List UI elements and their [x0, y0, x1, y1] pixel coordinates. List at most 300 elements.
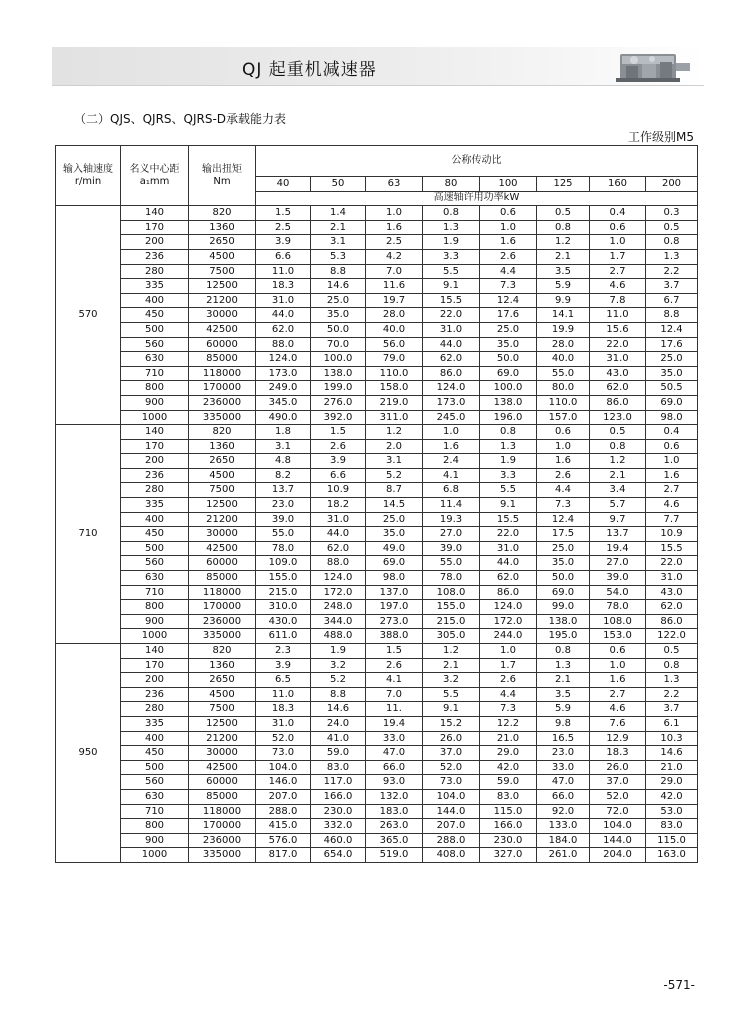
torque-cell: 85000 [189, 571, 256, 586]
power-cell: 98.0 [646, 410, 698, 425]
power-cell: 18.3 [256, 279, 311, 294]
power-cell: 26.0 [590, 760, 646, 775]
power-cell: 86.0 [646, 614, 698, 629]
power-cell: 0.8 [423, 206, 480, 221]
power-cell: 31.0 [256, 716, 311, 731]
power-cell: 460.0 [311, 833, 366, 848]
power-cell: 248.0 [311, 600, 366, 615]
power-cell: 137.0 [366, 585, 423, 600]
power-cell: 80.0 [537, 381, 590, 396]
center-distance-cell: 450 [121, 746, 189, 761]
power-cell: 115.0 [646, 833, 698, 848]
table-row [56, 789, 698, 804]
power-cell: 2.5 [256, 220, 311, 235]
power-cell: 1.6 [480, 235, 537, 250]
power-cell: 3.4 [590, 483, 646, 498]
power-cell: 31.0 [423, 322, 480, 337]
power-cell: 42.0 [480, 760, 537, 775]
input-speed-cell: 570 [56, 206, 121, 425]
torque-cell: 21200 [189, 293, 256, 308]
torque-cell: 60000 [189, 337, 256, 352]
header-banner [52, 47, 704, 86]
table-row [56, 220, 698, 235]
power-cell: 305.0 [423, 629, 480, 644]
torque-cell: 30000 [189, 308, 256, 323]
table-row [56, 235, 698, 250]
power-cell: 0.5 [590, 425, 646, 440]
table-row [56, 804, 698, 819]
power-cell: 21.0 [480, 731, 537, 746]
torque-cell: 2650 [189, 673, 256, 688]
power-cell: 39.0 [256, 512, 311, 527]
power-cell: 2.1 [537, 249, 590, 264]
power-cell: 0.4 [590, 206, 646, 221]
power-cell: 33.0 [537, 760, 590, 775]
power-cell: 2.2 [646, 264, 698, 279]
torque-cell: 170000 [189, 819, 256, 834]
power-cell: 2.1 [590, 468, 646, 483]
table-row [56, 249, 698, 264]
header-ratio: 公称传动比 [256, 146, 698, 177]
table-row [56, 687, 698, 702]
power-cell: 7.0 [366, 264, 423, 279]
power-cell: 1.0 [590, 658, 646, 673]
center-distance-cell: 280 [121, 264, 189, 279]
power-cell: 5.9 [537, 702, 590, 717]
center-distance-cell: 170 [121, 658, 189, 673]
power-cell: 288.0 [256, 804, 311, 819]
power-cell: 47.0 [537, 775, 590, 790]
power-cell: 86.0 [590, 395, 646, 410]
power-cell: 430.0 [256, 614, 311, 629]
power-cell: 5.9 [537, 279, 590, 294]
power-cell: 184.0 [537, 833, 590, 848]
power-cell: 11.0 [256, 687, 311, 702]
power-cell: 12.4 [646, 322, 698, 337]
power-cell: 122.0 [646, 629, 698, 644]
power-cell: 6.6 [311, 468, 366, 483]
power-cell: 86.0 [423, 366, 480, 381]
power-cell: 311.0 [366, 410, 423, 425]
center-distance-cell: 200 [121, 454, 189, 469]
power-cell: 35.0 [311, 308, 366, 323]
power-cell: 31.0 [480, 541, 537, 556]
ratio-cell: 80 [423, 177, 480, 192]
power-cell: 37.0 [423, 746, 480, 761]
power-cell: 44.0 [423, 337, 480, 352]
power-cell: 29.0 [646, 775, 698, 790]
torque-cell: 1360 [189, 658, 256, 673]
center-distance-cell: 400 [121, 512, 189, 527]
power-cell: 3.3 [423, 249, 480, 264]
power-cell: 576.0 [256, 833, 311, 848]
power-cell: 73.0 [423, 775, 480, 790]
power-cell: 8.8 [646, 308, 698, 323]
power-cell: 4.2 [366, 249, 423, 264]
power-cell: 288.0 [423, 833, 480, 848]
power-cell: 12.4 [480, 293, 537, 308]
power-cell: 15.5 [646, 541, 698, 556]
power-cell: 611.0 [256, 629, 311, 644]
center-distance-cell: 280 [121, 702, 189, 717]
center-distance-cell: 140 [121, 206, 189, 221]
power-cell: 1.0 [590, 235, 646, 250]
power-cell: 0.6 [646, 439, 698, 454]
power-cell: 8.8 [311, 264, 366, 279]
power-cell: 52.0 [423, 760, 480, 775]
power-cell: 4.4 [480, 264, 537, 279]
center-distance-cell: 560 [121, 775, 189, 790]
center-distance-cell: 500 [121, 322, 189, 337]
power-cell: 146.0 [256, 775, 311, 790]
power-cell: 245.0 [423, 410, 480, 425]
power-cell: 5.2 [366, 468, 423, 483]
power-cell: 1.3 [537, 658, 590, 673]
power-cell: 3.7 [646, 279, 698, 294]
power-cell: 78.0 [590, 600, 646, 615]
power-cell: 18.3 [590, 746, 646, 761]
power-cell: 66.0 [537, 789, 590, 804]
header-torque [189, 146, 256, 206]
power-cell: 17.6 [646, 337, 698, 352]
power-cell: 172.0 [480, 614, 537, 629]
power-cell: 261.0 [537, 848, 590, 863]
power-cell: 0.6 [590, 220, 646, 235]
power-cell: 37.0 [590, 775, 646, 790]
ratio-cell: 40 [256, 177, 311, 192]
table-row [56, 425, 698, 440]
table-row [56, 585, 698, 600]
power-cell: 62.0 [256, 322, 311, 337]
center-distance-cell: 900 [121, 395, 189, 410]
power-cell: 0.8 [646, 235, 698, 250]
power-cell: 42.0 [646, 789, 698, 804]
header-center-distance [121, 146, 189, 206]
power-cell: 73.0 [256, 746, 311, 761]
power-cell: 5.3 [311, 249, 366, 264]
power-cell: 117.0 [311, 775, 366, 790]
power-cell: 12.4 [537, 512, 590, 527]
power-cell: 28.0 [537, 337, 590, 352]
power-cell: 50.0 [537, 571, 590, 586]
table-row [56, 746, 698, 761]
table-row [56, 395, 698, 410]
power-cell: 155.0 [256, 571, 311, 586]
power-cell: 19.9 [537, 322, 590, 337]
power-cell: 22.0 [646, 556, 698, 571]
power-cell: 86.0 [480, 585, 537, 600]
input-speed-cell: 950 [56, 644, 121, 863]
power-cell: 172.0 [311, 585, 366, 600]
power-cell: 1.0 [537, 439, 590, 454]
power-cell: 2.1 [311, 220, 366, 235]
header-center-distance-label: 名义中心距 [129, 163, 180, 175]
power-cell: 109.0 [256, 556, 311, 571]
table-row [56, 775, 698, 790]
power-cell: 3.9 [311, 454, 366, 469]
power-cell: 1.5 [366, 644, 423, 659]
torque-cell: 12500 [189, 498, 256, 513]
center-distance-cell: 335 [121, 498, 189, 513]
power-cell: 100.0 [480, 381, 537, 396]
power-cell: 98.0 [366, 571, 423, 586]
power-cell: 1.0 [646, 454, 698, 469]
power-cell: 173.0 [256, 366, 311, 381]
power-cell: 230.0 [311, 804, 366, 819]
power-cell: 133.0 [537, 819, 590, 834]
center-distance-cell: 140 [121, 425, 189, 440]
power-cell: 25.0 [537, 541, 590, 556]
power-cell: 1.4 [311, 206, 366, 221]
power-cell: 166.0 [480, 819, 537, 834]
center-distance-cell: 1000 [121, 848, 189, 863]
power-cell: 22.0 [590, 337, 646, 352]
center-distance-cell: 400 [121, 731, 189, 746]
power-cell: 4.8 [256, 454, 311, 469]
power-cell: 17.6 [480, 308, 537, 323]
table-row [56, 352, 698, 367]
power-cell: 11.4 [423, 498, 480, 513]
torque-cell: 12500 [189, 279, 256, 294]
torque-cell: 42500 [189, 322, 256, 337]
torque-cell: 1360 [189, 439, 256, 454]
power-cell: 11.6 [366, 279, 423, 294]
power-cell: 88.0 [311, 556, 366, 571]
power-cell: 15.5 [480, 512, 537, 527]
power-cell: 8.8 [311, 687, 366, 702]
header-torque-label: 输出扭矩 [202, 163, 242, 175]
power-cell: 108.0 [423, 585, 480, 600]
center-distance-cell: 335 [121, 716, 189, 731]
center-distance-cell: 200 [121, 673, 189, 688]
power-cell: 19.7 [366, 293, 423, 308]
power-cell: 488.0 [311, 629, 366, 644]
input-speed-cell: 710 [56, 425, 121, 644]
table-row [56, 527, 698, 542]
center-distance-cell: 450 [121, 308, 189, 323]
table-row [56, 556, 698, 571]
power-cell: 7.8 [590, 293, 646, 308]
power-cell: 19.3 [423, 512, 480, 527]
power-cell: 53.0 [646, 804, 698, 819]
power-cell: 13.7 [256, 483, 311, 498]
power-cell: 62.0 [480, 571, 537, 586]
power-cell: 12.9 [590, 731, 646, 746]
power-cell: 1.7 [480, 658, 537, 673]
power-cell: 6.5 [256, 673, 311, 688]
power-cell: 3.7 [646, 702, 698, 717]
power-cell: 3.5 [537, 264, 590, 279]
power-cell: 41.0 [311, 731, 366, 746]
torque-cell: 4500 [189, 687, 256, 702]
power-cell: 7.3 [480, 279, 537, 294]
header-input-speed [56, 146, 121, 206]
power-cell: 11. [366, 702, 423, 717]
power-cell: 5.5 [480, 483, 537, 498]
power-cell: 0.5 [646, 220, 698, 235]
power-cell: 3.9 [256, 235, 311, 250]
power-cell: 1.6 [537, 454, 590, 469]
power-cell: 0.6 [537, 425, 590, 440]
power-cell: 4.6 [590, 279, 646, 294]
power-cell: 4.4 [480, 687, 537, 702]
power-cell: 104.0 [256, 760, 311, 775]
torque-cell: 7500 [189, 483, 256, 498]
table-row [56, 760, 698, 775]
power-cell: 29.0 [480, 746, 537, 761]
header-input-speed-label: 输入轴速度 [63, 163, 113, 175]
power-cell: 310.0 [256, 600, 311, 615]
power-cell: 415.0 [256, 819, 311, 834]
power-cell: 183.0 [366, 804, 423, 819]
power-cell: 0.3 [646, 206, 698, 221]
power-cell: 9.1 [480, 498, 537, 513]
power-cell: 14.6 [311, 702, 366, 717]
power-cell: 62.0 [423, 352, 480, 367]
table-row [56, 468, 698, 483]
torque-cell: 30000 [189, 746, 256, 761]
power-cell: 3.1 [311, 235, 366, 250]
table-row [56, 498, 698, 513]
power-cell: 70.0 [311, 337, 366, 352]
power-cell: 16.5 [537, 731, 590, 746]
center-distance-cell: 1000 [121, 629, 189, 644]
power-cell: 2.1 [537, 673, 590, 688]
table-row [56, 629, 698, 644]
power-cell: 7.3 [537, 498, 590, 513]
power-cell: 2.6 [366, 658, 423, 673]
power-cell: 62.0 [646, 600, 698, 615]
table-row [56, 512, 698, 527]
torque-cell: 118000 [189, 585, 256, 600]
power-cell: 35.0 [366, 527, 423, 542]
torque-cell: 335000 [189, 848, 256, 863]
power-cell: 110.0 [366, 366, 423, 381]
power-cell: 244.0 [480, 629, 537, 644]
torque-cell: 42500 [189, 541, 256, 556]
table-subtitle: （二）QJS、QJRS、QJRS-D承载能力表 [74, 112, 287, 126]
power-cell: 207.0 [256, 789, 311, 804]
power-cell: 388.0 [366, 629, 423, 644]
power-cell: 1.2 [537, 235, 590, 250]
power-cell: 7.7 [646, 512, 698, 527]
power-cell: 1.6 [646, 468, 698, 483]
power-cell: 490.0 [256, 410, 311, 425]
power-cell: 1.6 [423, 439, 480, 454]
table-row [56, 848, 698, 863]
power-cell: 55.0 [423, 556, 480, 571]
power-cell: 654.0 [311, 848, 366, 863]
center-distance-cell: 800 [121, 600, 189, 615]
power-cell: 50.0 [480, 352, 537, 367]
power-cell: 0.8 [537, 644, 590, 659]
torque-cell: 118000 [189, 804, 256, 819]
header-center-distance-unit: a₁mm [139, 175, 170, 187]
power-cell: 144.0 [590, 833, 646, 848]
power-cell: 1.5 [256, 206, 311, 221]
power-cell: 44.0 [256, 308, 311, 323]
torque-cell: 2650 [189, 235, 256, 250]
power-cell: 39.0 [423, 541, 480, 556]
power-cell: 14.6 [311, 279, 366, 294]
center-distance-cell: 500 [121, 760, 189, 775]
power-cell: 138.0 [311, 366, 366, 381]
power-cell: 0.8 [480, 425, 537, 440]
center-distance-cell: 710 [121, 366, 189, 381]
power-cell: 69.0 [480, 366, 537, 381]
power-cell: 153.0 [590, 629, 646, 644]
power-cell: 2.6 [311, 439, 366, 454]
table-row [56, 658, 698, 673]
power-cell: 92.0 [537, 804, 590, 819]
power-cell: 1.3 [646, 673, 698, 688]
power-cell: 22.0 [423, 308, 480, 323]
power-cell: 19.4 [590, 541, 646, 556]
power-cell: 4.1 [366, 673, 423, 688]
power-cell: 0.5 [646, 644, 698, 659]
power-cell: 1.0 [480, 220, 537, 235]
power-cell: 166.0 [311, 789, 366, 804]
power-cell: 3.2 [311, 658, 366, 673]
power-cell: 7.0 [366, 687, 423, 702]
power-cell: 3.9 [256, 658, 311, 673]
power-cell: 0.6 [480, 206, 537, 221]
power-cell: 83.0 [311, 760, 366, 775]
power-cell: 5.5 [423, 687, 480, 702]
power-cell: 124.0 [480, 600, 537, 615]
power-cell: 15.5 [423, 293, 480, 308]
power-cell: 5.7 [590, 498, 646, 513]
power-cell: 11.0 [256, 264, 311, 279]
power-cell: 52.0 [256, 731, 311, 746]
power-cell: 2.3 [256, 644, 311, 659]
power-cell: 33.0 [366, 731, 423, 746]
power-cell: 173.0 [423, 395, 480, 410]
power-cell: 138.0 [537, 614, 590, 629]
power-cell: 10.3 [646, 731, 698, 746]
center-distance-cell: 630 [121, 352, 189, 367]
power-cell: 55.0 [256, 527, 311, 542]
power-cell: 1.3 [646, 249, 698, 264]
ratio-cell: 100 [480, 177, 537, 192]
capacity-table [55, 145, 698, 863]
power-cell: 1.6 [590, 673, 646, 688]
torque-cell: 85000 [189, 789, 256, 804]
power-cell: 43.0 [646, 585, 698, 600]
center-distance-cell: 900 [121, 614, 189, 629]
table-row [56, 644, 698, 659]
power-cell: 14.5 [366, 498, 423, 513]
power-cell: 24.0 [311, 716, 366, 731]
table-row [56, 308, 698, 323]
power-cell: 2.6 [480, 249, 537, 264]
table-row [56, 381, 698, 396]
table-row [56, 600, 698, 615]
center-distance-cell: 710 [121, 585, 189, 600]
power-cell: 1.0 [423, 425, 480, 440]
power-cell: 100.0 [311, 352, 366, 367]
power-cell: 1.3 [423, 220, 480, 235]
power-cell: 3.3 [480, 468, 537, 483]
power-cell: 4.6 [646, 498, 698, 513]
power-cell: 195.0 [537, 629, 590, 644]
power-cell: 197.0 [366, 600, 423, 615]
torque-cell: 2650 [189, 454, 256, 469]
power-cell: 4.1 [423, 468, 480, 483]
power-cell: 124.0 [256, 352, 311, 367]
torque-cell: 60000 [189, 775, 256, 790]
torque-cell: 21200 [189, 731, 256, 746]
